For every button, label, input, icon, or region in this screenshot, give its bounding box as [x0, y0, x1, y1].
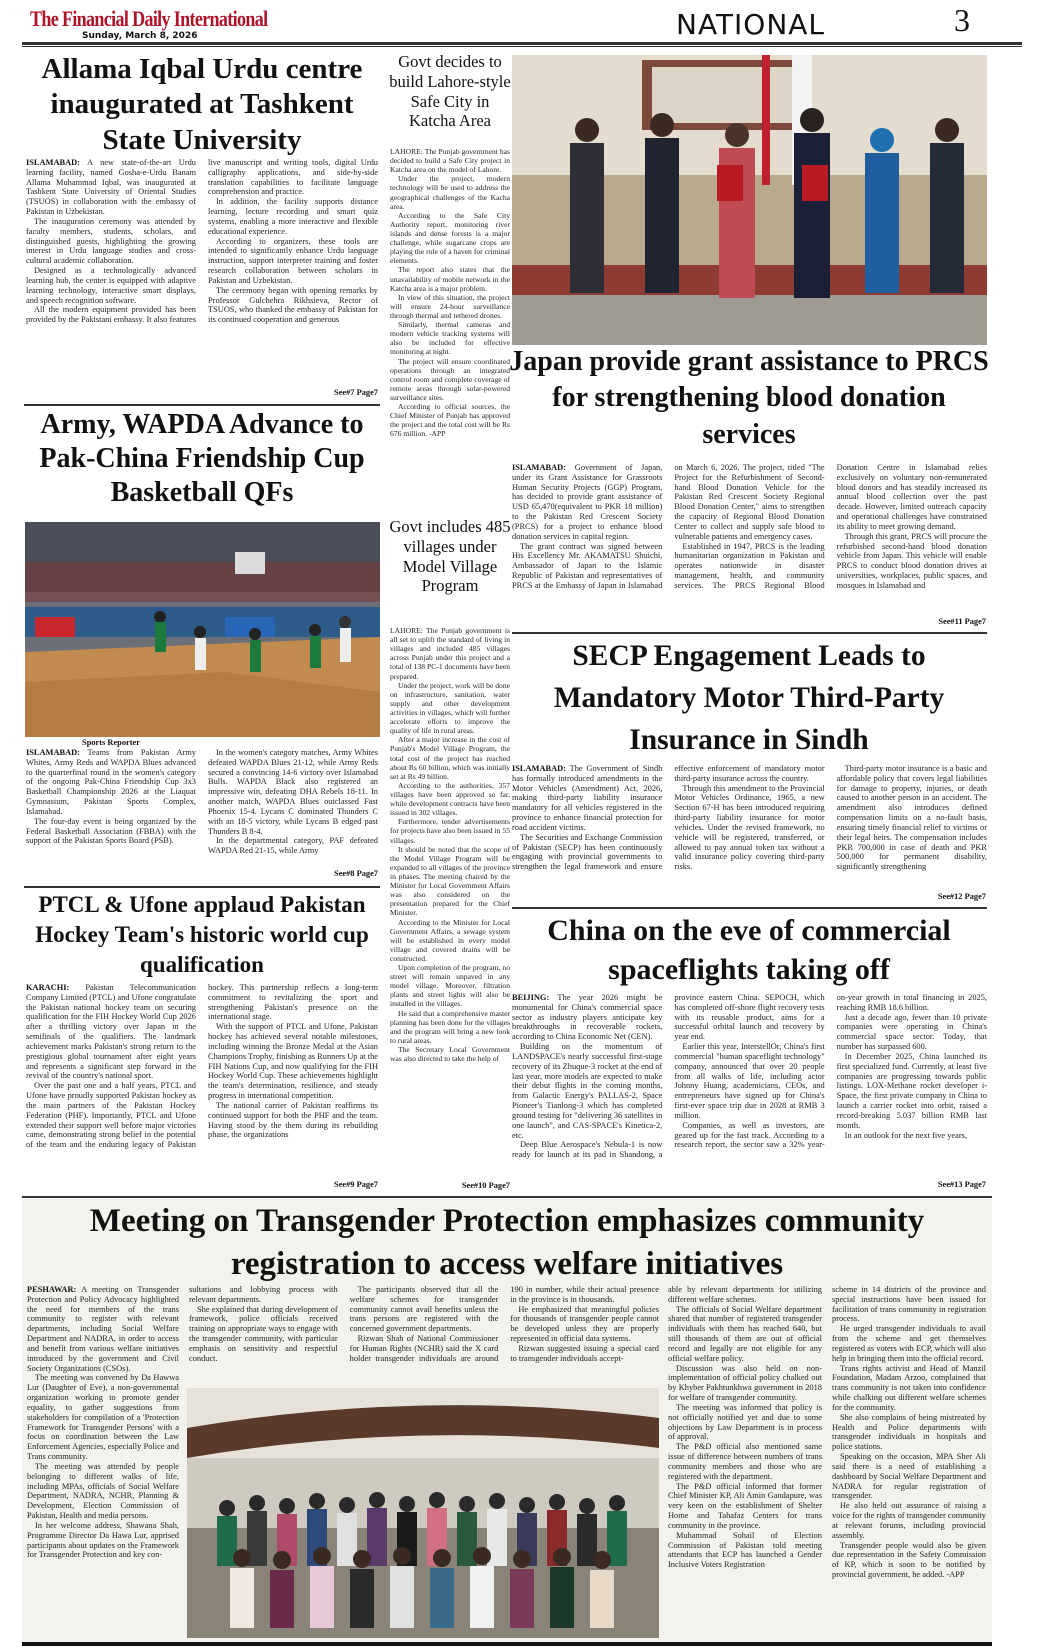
article-safecity-body: LAHORE: The Punjab government has decided to build a Safe City project in Katcha area on the model of Lahore. Under the project, modern technology will be used to address the geographical challenges of the Kacha area. According to the Safe City Authority report, monitoring river islands and dense forests is a major challenge, while sugarcane crops are playing the role of a haven for criminal elements. The report also states that the unavailability of mobile network in the Katcha area is a major problem. In view of this situation, the project will ensure 24-hour surveillance through thermal and tethered drones. Similarly, thermal cameras and modern vehicle tracking systems will also be included for effective monitoring at night. The project will ensure coordinated operations through an integrated control room and complete coverage of remote areas through solar-powered surveillance sites. According to official sources, the Chief Minister of Punjab has approved the project and the total cost will be Rs 676 million. -APP	[390, 147, 510, 439]
article-secp-body: ISLAMABAD: The Government of Sindh has formally introduced amendments in the Motor Vehicles (Amendment) Act, 2026, making third-party liability insurance mandatory for all vehicles registered in the province to enhance financial protection for road accident victims. The Securities and Exchange Commission of Pakistan (SECP) has been continuously engaging with provincial governments to strengthen the legal framework and ensure effective enforcement of mandatory motor third-party insurance across the country. Through this amendment to the Provincial Motor Vehicles Ordinance, 1965, a new Section 67-H has been introduced requiring third-party liability insurance for motor vehicles. Under the revised framework, no vehicle will be registered, transferred, or allowed to pay annual token tax without a valid insurance policy covering third-party risks. Third-party motor insurance is a basic and affordable policy that covers legal liabilities for damage to property, injuries, or death caused to another person in an accident. The amendment also introduces defined compensation limits on a no-fault basis, ensuring timely financial relief to victims or their legal heirs. The compensation includes PKR 700,000 in case of death and PKR 500,000 for permanent disability, significantly strengthening	[512, 764, 987, 872]
article-ptcl-body: KARACHI: Pakistan Telecommunication Company Limited (PTCL) and Ufone congratulate the Pakistan national hockey team on securing qualification for the FIH Hockey World Cup 2026 after a thrilling victory over Japan in the semifinals of the qualifiers. The landmark achievement marks Pakistan's strong return to the prestigious global tournament after eight years and represents a significant step forward in the revival of the country's national sport. Over the past one and a half years, PTCL and Ufone have proudly supported Pakistan hockey as the main partners of the Pakistan Hockey Federation (PHF). Importantly, PTCL and Ufone extended their support well before major victories came, demonstrating strong belief in the potential of the team and the enduring legacy of Pakistan hockey. This partnership reflects a long-term commitment to revitalizing the sport and strengthening Pakistan's presence on the international stage. With the support of PTCL and Ufone, Pakistan hockey has achieved several notable milestones, including winning the Bronze Medal at the Asian Champions Trophy, finishing as Runners Up at the FIH Nations Cup, and now qualifying for the FIH Hockey World Cup. These achievements highlight the team's determination, resilience, and steady progress in international competition. The national carrier of Pakistan reaffirms its continued support for both the PHF and the team. Having stood by the them during its rebuilding phase, the organizations	[26, 983, 378, 1150]
article-china-body: BEIJING: The year 2026 might be monumental for China's commercial space sector as industry players anticipate key breakthroughs in recoverable rockets, according to China Economic Net (CEN). Building on the momentum of LANDSPACE's nearly successful first-stage recovery of its Zhuque-3 rocket at the end of last year, more models are expected to make their debut flights in the coming months, from Galactic Energy's PALLAS-2, Space Pioneer's Tianlong-3 which has completed ground testing for "delivering 36 satellites in one launch", and CAS-SPACE's Kinetica-2, etc. Deep Blue Aerospace's Nebula-1 is now ready for launch at its pad in Shandong, a province eastern China. SEPOCH, which has completed off-shore flight recovery tests with its reusable product, aims for a successful orbital launch and recovery by year end. Earlier this year, InterstellOr, China's first commercial "human spaceflight technology" company, announced that over 20 people from all walks of life, including actor Johnny Huang, academicians, CEOs, and entrepreneurs have signed up for China's first-ever space trip due in 2028 at RMB 3 million. Companies, as well as investors, are geared up for the fast track. According to a research report, the sector saw a 32% year-on-year growth in total financing in 2025, reaching RMB 18.6 billion. Just a decade ago, fewer than 10 private companies were operating in China's commercial space sector. Today, that number has surpassed 600. In December 2025, China launched its first specialized fund. Currently, at least five companies are progressing towards public listings. LOX-Methane rocket developer i-Space, the first private company in China to launch a carrier rocket into orbit, raised a record-breaking 5.037 billion RMB last month. In an outlook for the next five years,	[512, 993, 987, 1160]
header-rule	[22, 42, 1022, 45]
see-page-link[interactable]: See#13 Page7	[937, 1180, 986, 1189]
byline: Sports Reporter	[82, 738, 140, 747]
headline-army: Army, WAPDA Advance to Pak-China Friendship Cup Basketball QFs	[39, 409, 365, 509]
meeting-group-photo	[187, 1388, 659, 1638]
article-japan-body: ISLAMABAD: Government of Japan, under its Grant Assistance for Grassroots Human Security Projects (GGP) Program, has decided to provide grant assistance of USD 65,470(equivalent to PKR 18 million) to the Pakistan Red Crescent Society (PRCS) for a project to enhance blood donation services in capital region. The grant contract was signed between His Excellency Mr. AKAMATSU Shuichi, Ambassador of Japan to the Islamic Republic of Pakistan and representatives of PRCS at the Embassy of Japan in Islamabad on March 6, 2026. The project, titled "The Project for the Refurbishment of Second-hand Blood Donation Vehicle for the Pakistan Red Crescent Society Regional Blood Donation Center," aims to strengthen the capacity of Regional Blood Donation Center to collect and supply safe blood to vulnerable patients and emergency cases. Established in 1947, PRCS is the leading humanitarian organization in Pakistan and operates nationwide in disaster management, health, and community services. The PRCS Regional Blood Donation Centre in Islamabad relies exclusively on voluntary non-remunerated blood donors and has steadily increased its annual blood collection over the past decade. However, limited outreach capacity and operational challenges have constrained its ability to meet growing demand. Through this grant, PRCS will procure the refurbished second-hand blood donation vehicle from Japan. This vehicle will enable PRCS to conduct blood donation drives at universities, workplaces, public spaces, and mosques in Islamabad and	[512, 463, 987, 590]
see-page-link[interactable]: See#10 Page7	[461, 1181, 510, 1190]
dateline: KARACHI:	[26, 983, 70, 992]
section-name: NATIONAL	[676, 8, 826, 41]
headline-china: China on the eve of commercial spaceflights taking off	[547, 914, 951, 986]
article-transgender-col5: able by relevant departments for utilizing different welfare schemes. The officials of Social Welfare department shared that number of registered transgender individuals with them has reached 640, but still thousands of them are out of official record and legally are not eligible for any official welfare policy. Discussion was also held on non-implementation of official policy chalked out by Khyber Pakhtunkhwa government in 2018 for welfare of transgender community. The meeting was informed that policy is not officially notified yet and due to some objections by Law Department is in process of approval. The P&D official also mentioned same issue of difference between numbers of trans community members and those who are registered with the department. The P&D official informed that former Chief Minister KP, Ali Amin Gandapure, was very keen on the establishment of Shelter Home and Tahafaz Centers for trans community in the province. Muhammad Sohail of Election Commission of Pakistan told meeting attendants that ECP has launched a Gender Inclusive Voters Registration	[668, 1285, 822, 1570]
see-page-link[interactable]: See#8 Page7	[334, 869, 378, 878]
article-transgender-col6: scheme in 14 districts of the province and special instructions have been issued for facilitation of trans community in registration process. He urged transgender individuals to avail from the scheme and get themselves registered as voters with ECP, which will also help in bringing them into the official record. Trans rights activist and Head of Manzil Foundation, Madam Arzoo, complained that trans community is not taken into confidence while chalking out different welfare schemes for the community. She also complains of being mistreated by Health and Police departments with transgender individuals in hospitals and police stations. Speaking on the occasion, MPA Sher Ali said there is a need of establishing a dashboard by Social Welfare Department and NADRA for regular registration of transgender. He also held out assurance of raising a voice for the rights of transgender community at relevant forums, including provincial assembly. Transgender people would also be given due representation in the Safety Commission of KP, which is soon to be notified by provincial government, he added. -APP	[832, 1285, 986, 1580]
article-transgender-topmid: sultations and lobbying process with relevant departments. She explained that during development of framework, police officials received training on appropriate ways to engage with the transgender community, with particular emphasis on sensitivity and respectful conduct. The participants observed that all the welfare schemes for transgender community cannot avail benefits unless the trans persons are registered with the concerned government departments. Rizwan Shah of National Commissioner for Human Rights (NCHR) said the X card holder transgender individuals are around 190 in number, while their actual presence in the province is in thousands. He emphasized that meaningful policies for thousands of transgender people cannot be developed unless they are properly represented in official data systems. Rizwan suggested issuing a special card to transgender individuals accept-	[189, 1285, 659, 1363]
issue-date: Sunday, March 8, 2026	[82, 31, 198, 41]
headline-secp: SECP Engagement Leads to Mandatory Motor Third-Party Insurance in Sindh	[553, 640, 945, 756]
dateline: PESHAWAR:	[27, 1285, 77, 1294]
see-page-link[interactable]: See#7 Page7	[334, 388, 378, 397]
article-transgender-col1: PESHAWAR: A meeting on Transgender Protection and Policy Advocacy highlighted the need for members of the trans community to register with relevant departments, including Social Welfare Department and NADRA, in order to access and benefit from various welfare initiatives introduced by the government and Civil Society Organizations (CSOs). The meeting was convened by Da Hawwa Lur (Daughter of Eve), a non-governmental organization working to promote gender equality, to gather suggestions from stakeholders for compilation of a 'Protection Framework for Transgender Persons' with a focus on coordination between the Law Enforcement Agencies, especially Police and Trans community. The meeting was attended by people belonging to different walks of life, including MPAs, officials of Social Welfare Department, NADRA, NCHR, Planning & Development, Election Commission of Pakistan, Health and media persons. In her welcome address, Shawana Shah, Programme Director Da Hawa Lur, apprised participants about updates on the Framework for Transgender Protection and key con-	[27, 1285, 179, 1560]
see-page-link[interactable]: See#9 Page7	[334, 1180, 378, 1189]
dateline: ISLAMABAD:	[512, 463, 566, 472]
see-page-link[interactable]: See#11 Page7	[938, 617, 986, 626]
header-rule-thin	[22, 46, 1022, 47]
headline-safecity: Govt decides to build Lahore-style Safe City in Katcha Area	[389, 52, 511, 131]
article-army-body: ISLAMABAD: Teams from Pakistan Army Whites, Army Reds and WAPDA Blues advanced to the quarterfinal round in the women's category of the ongoing Pak-China Friendship Cup 3x3 Basketball Championship 2026 at the Liaquat Gymnasium, Pakistan Sports Complex, Islamabad. The four-day event is being organized by the Federal Basketball Association (FBBA) with the support of the Pakistan Sports Board (PSB). In the women's category matches, Army Whites defeated WAPDA Blues 21-12, while Army Reds secured a convincing 14-6 victory over Islamabad Bulls. WAPDA Black also registered an impressive win, defeating DHA Rebels 18-11. In another match, WAPDA Blues outclassed Fast Phoenix 15-4. Lycans C dominated Thunders C with an 18-5 victory, while Lycans B edged past Thunders B 8-4. In the departmental category, PAF defeated WAPDA Red 21-15, while Army	[26, 748, 378, 856]
footer-rule	[22, 1642, 992, 1646]
masthead-logo: The Financial Daily International	[30, 6, 268, 31]
dateline: BEIJING:	[512, 993, 550, 1002]
divider	[22, 1196, 992, 1198]
dateline: ISLAMABAD:	[512, 764, 566, 773]
article-village-body: LAHORE: The Punjab government is all set to uplift the standard of living in villages and included 485 villages across Punjab under this project and a total of 138 PC-1 documents have been prepared. Under the project, work will be done on infrastructure, sanitation, water supply and other development activities in villages, which will further accelerate efforts to improve the quality of life in rural areas. After a major increase in the cost of Punjab's Model Village Program, the total cost of the project has reached about Rs 60 billion, which was initially set at Rs 49 billion. According to the authorities, 357 villages have been approved so far, while development contracts have been issued in 302 villages. Furthermore, tender advertisements for projects have also been issued in 55 villages. It should be noted that the scope of the Model Village Program will be expanded to all villages of the province in phases. The meeting chaired by the Minister for Local Government Affairs was also considered on the presentation prepared for the Chief Minister. According to the Minister for Local Government Affairs, a sewage system will be established in every model village and covered drains will be constructed. Upon completion of the program, no street will remain unpaved in any model village. Moreover, filtration plants and street lights will also be installed in the villages. He said that a comprehensive master planning has been done for the villages and the program will bring a new look to rural areas. The Secretary Local Government was also directed to take the help of	[390, 626, 510, 1064]
see-page-link[interactable]: See#12 Page7	[937, 892, 986, 901]
divider	[512, 632, 987, 634]
dateline: ISLAMABAD:	[26, 158, 80, 167]
japan-ceremony-photo	[512, 55, 987, 345]
article-iqbal-body: ISLAMABAD: A new state-of-the-art Urdu learning facility, named Gosha-e-Urdu Banam Allama Muhammad Iqbal, was inaugurated at Tashkent State University of Oriental Studies (TSUOS) in collaboration with the embassy of Pakistan in Uzbekistan. The inauguration ceremony was attended by faculty members, students, scholars, and distinguished guests, highlighting the growing interest in Urdu language studies and cross-cultural academic collaboration. Designed as a technologically advanced learning hub, the center is equipped with adaptive learning technology, interactive smart displays, and speech recognition software. All the modern equipment provided has been provided by the Pakistani embassy. It also features live manuscript and writing tools, digital Urdu calligraphy applications, and side-by-side translation capabilities to facilitate language comprehension and practice. In addition, the facility supports distance learning, lecture recording and smart quiz systems, enabling a more interactive and flexible educational experience. According to organizers, these tools are intended to significantly enhance Urdu language instruction, support interpreter training and foster research collaboration between scholars in Pakistan and Uzbekistan. The ceremony began with opening remarks by Professor Gulchehra Rikhsieva, Rector of TSUOS, who thanked the embassy of Pakistan for its continued cooperation and generous	[26, 158, 378, 325]
divider	[24, 886, 380, 888]
headline-iqbal: Allama Iqbal Urdu centre inaugurated at Tashkent State University	[41, 53, 363, 156]
dateline: ISLAMABAD:	[26, 748, 80, 757]
headline-village: Govt includes 485 villages under Model Village Program	[389, 517, 511, 596]
divider	[512, 907, 987, 909]
headline-japan: Japan provide grant assistance to PRCS for strengthening blood donation services	[509, 346, 989, 450]
headline-transgender: Meeting on Transgender Protection emphasizes community registration to access welfare initiatives	[89, 1203, 925, 1282]
headline-ptcl: PTCL & Ufone applaud Pakistan Hockey Team's historic world cup qualification	[35, 892, 369, 977]
basketball-photo	[25, 522, 380, 737]
page-number: 3	[954, 2, 970, 38]
divider	[24, 404, 380, 406]
